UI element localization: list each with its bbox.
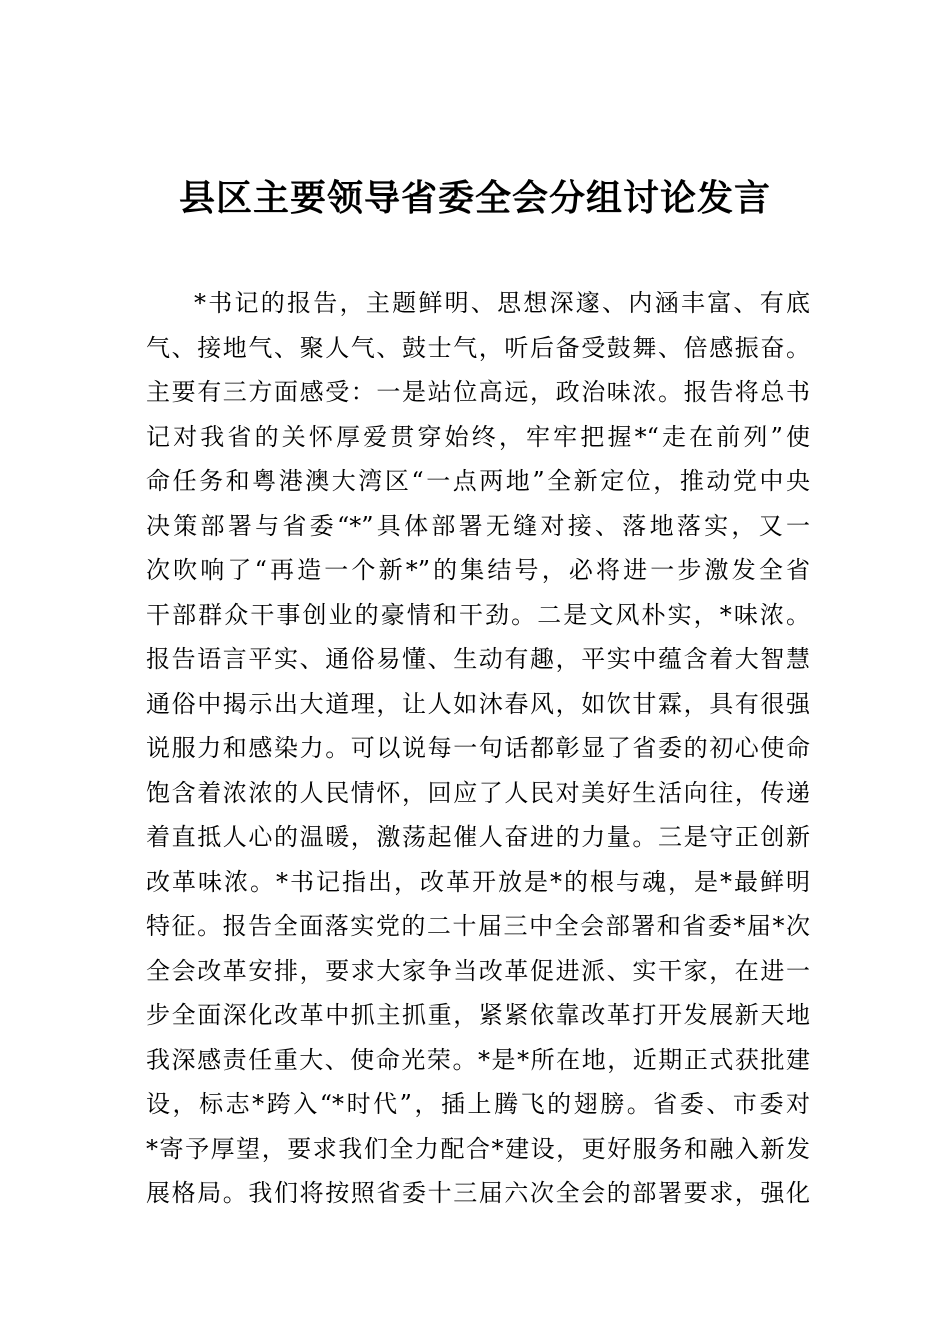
text-line: *寄予厚望，要求我们全力配合*建设，更好服务和融入新发 <box>146 1134 810 1163</box>
text-line: 气、接地气、聚人气、鼓士气，听后备受鼓舞、倍感振奋。 <box>146 333 810 362</box>
text-line: 通俗中揭示出大道理，让人如沐春风，如饮甘霖，具有很强 <box>146 689 810 718</box>
document-title: 县区主要领导省委全会分组讨论发言 <box>178 177 771 219</box>
body-paragraph <box>146 281 810 1216</box>
text-line: 说服力和感染力。可以说每一句话都彰显了省委的初心使命 <box>146 734 810 762</box>
text-line: 着直抵人心的温暖，激荡起催人奋进的力量。三是守正创新 <box>146 823 810 851</box>
text-line: 设，标志*跨入“*时代”，插上腾飞的翅膀。省委、市委对 <box>146 1090 810 1118</box>
text-line: 改革味浓。*书记指出，改革开放是*的根与魂，是*最鲜明 <box>146 867 810 896</box>
text-line: 展格局。我们将按照省委十三届六次全会的部署要求，强化 <box>146 1179 810 1207</box>
text-line: 主要有三方面感受：一是站位高远，政治味浓。报告将总书 <box>146 378 810 406</box>
text-line: 我深感责任重大、使命光荣。*是*所在地，近期正式获批建 <box>146 1045 810 1074</box>
text-line: 次吹响了“再造一个新*”的集结号，必将进一步激发全省 <box>146 556 810 584</box>
text-line: 特征。报告全面落实党的二十届三中全会部署和省委*届*次 <box>146 912 810 940</box>
text-line: 命任务和粤港澳大湾区“一点两地”全新定位，推动党中央 <box>146 467 810 495</box>
text-line: 饱含着浓浓的人民情怀，回应了人民对美好生活向往，传递 <box>146 778 810 807</box>
text-line: 报告语言平实、通俗易懂、生动有趣，平实中蕴含着大智慧 <box>146 645 810 673</box>
text-line: 决策部署与省委“*”具体部署无缝对接、落地落实，又一 <box>146 511 810 540</box>
text-line: 步全面深化改革中抓主抓重，紧紧依靠改革打开发展新天地 <box>146 1001 810 1029</box>
text-line: *书记的报告，主题鲜明、思想深邃、内涵丰富、有底 <box>194 289 810 317</box>
text-line: 全会改革安排，要求大家争当改革促进派、实干家，在进一 <box>146 956 810 985</box>
text-line: 干部群众干事创业的豪情和干劲。二是文风朴实，*味浓。 <box>146 600 810 629</box>
text-line: 记对我省的关怀厚爱贯穿始终，牢牢把握*“走在前列”使 <box>146 422 810 451</box>
